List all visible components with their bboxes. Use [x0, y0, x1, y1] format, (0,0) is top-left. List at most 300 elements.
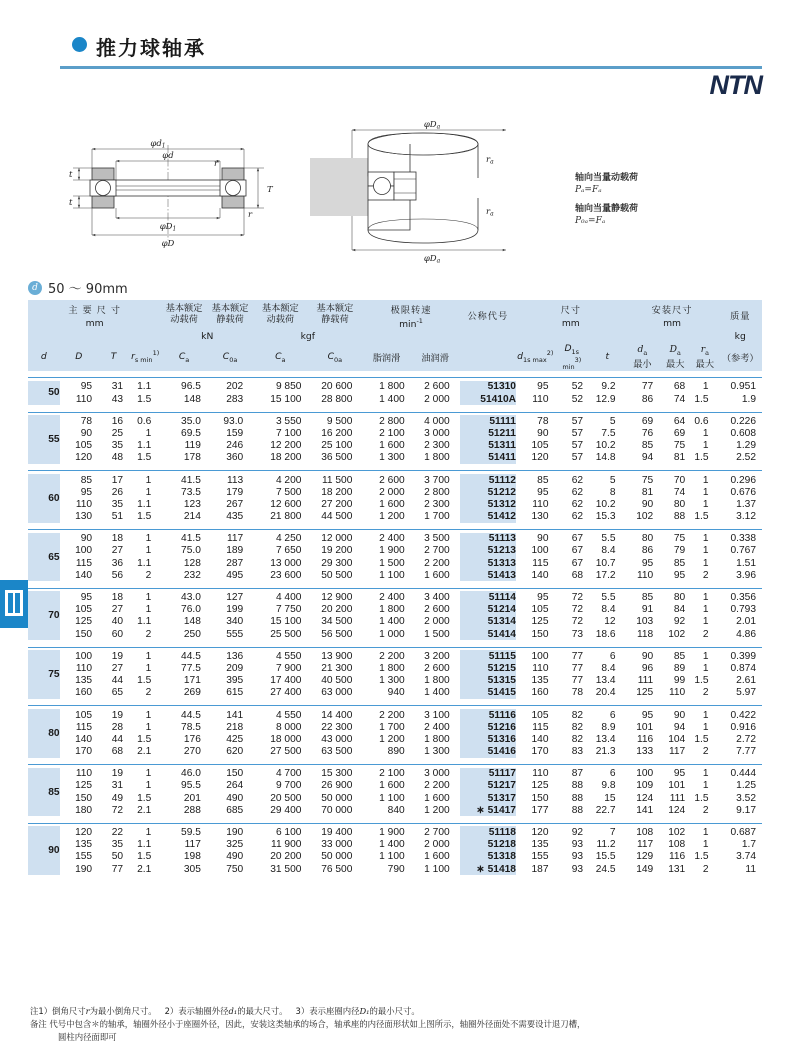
cell-T: 27 — [111, 545, 124, 557]
cell-t: 11.2 — [596, 839, 616, 851]
table-row[interactable] — [28, 616, 762, 628]
cell-Da: 85 — [673, 557, 686, 569]
bearing-code-cell[interactable]: 51313 — [460, 557, 516, 569]
cell-C0a_kgf: 18 200 — [321, 486, 353, 498]
cell-oil: 1 700 — [424, 511, 450, 523]
cell-t: 5 — [609, 415, 616, 427]
bullet-icon — [72, 37, 87, 52]
table-row[interactable] — [28, 675, 762, 687]
cell-d1s: 90 — [537, 533, 549, 545]
table-row[interactable] — [28, 510, 762, 522]
cell-C0a_kgf: 76 500 — [321, 863, 353, 875]
cell-T: 48 — [111, 452, 124, 464]
table-row[interactable] — [28, 569, 762, 581]
table-row[interactable] — [28, 393, 762, 405]
cell-C0a_kgf: 44 500 — [321, 511, 353, 523]
group-separator — [28, 523, 762, 530]
table-row[interactable] — [28, 863, 762, 875]
cell-mass: 3.12 — [736, 511, 756, 523]
bearing-code-cell[interactable]: ∗ 51418 — [460, 863, 516, 875]
bearing-code-cell[interactable]: 51318 — [460, 851, 516, 863]
table-row[interactable] — [28, 557, 762, 569]
table-row[interactable] — [28, 591, 762, 603]
cell-d1s: 110 — [532, 498, 549, 510]
cell-D1s: 88 — [571, 780, 584, 792]
table-row[interactable] — [28, 545, 762, 557]
cell-r: 1 — [145, 545, 152, 557]
cell-D1s: 83 — [571, 746, 584, 758]
cell-d1s: 120 — [531, 827, 549, 838]
cell-C0a: 150 — [226, 768, 244, 780]
cell-C0a_kgf: 19 200 — [321, 545, 353, 557]
th-basic-dyn-kn: 基本额定 动载荷 — [165, 303, 203, 326]
group-separator — [28, 816, 762, 823]
bearing-code-cell[interactable]: 51312 — [460, 498, 516, 510]
dynamic-load-label: 轴向当量动载荷 — [575, 173, 639, 183]
cell-grease: 1 800 — [379, 381, 405, 393]
cell-D: 155 — [75, 851, 93, 863]
svg-text:φd1: φd1 — [150, 139, 166, 150]
svg-text:φDa: φDa — [423, 120, 441, 131]
svg-text:r: r — [214, 159, 219, 169]
th-unit-mm-mount: mm — [663, 318, 681, 330]
bearing-code-cell[interactable]: ∗ 51417 — [460, 804, 516, 816]
cell-Ca: 270 — [183, 746, 201, 758]
cell-grease: 1 300 — [379, 675, 405, 687]
cell-d1s: 150 — [531, 792, 549, 804]
cell-C0a_kgf: 43 000 — [321, 733, 353, 745]
cell-D: 140 — [75, 569, 93, 581]
cell-oil: 3 500 — [424, 533, 450, 545]
cell-r: 1 — [145, 427, 152, 439]
cell-D: 190 — [75, 863, 93, 875]
cell-Ca: 59.5 — [181, 827, 201, 838]
section-side-tab — [0, 580, 28, 628]
cell-grease: 1 400 — [379, 616, 405, 628]
cell-Ca: 44.5 — [181, 709, 201, 721]
cell-r: 1.5 — [137, 733, 152, 745]
table-row[interactable] — [28, 768, 762, 780]
cell-Ca_kgf: 25 500 — [270, 628, 302, 640]
th-col-T: T — [110, 351, 117, 363]
group-separator-cell — [28, 758, 762, 765]
cell-Ca: 148 — [183, 616, 201, 628]
table-row[interactable] — [28, 792, 762, 804]
bearing-code-cell[interactable]: 51310 — [460, 381, 516, 393]
cell-C0a_kgf: 9 500 — [326, 415, 353, 427]
cell-C0a: 267 — [226, 498, 244, 510]
table-row[interactable] — [28, 839, 762, 851]
bearing-code-cell[interactable]: 51216 — [460, 721, 516, 733]
bearing-code-cell[interactable]: 51311 — [460, 440, 516, 452]
cell-D: 105 — [75, 709, 93, 721]
cell-T: 40 — [111, 616, 124, 628]
bearing-code-cell[interactable]: 51412 — [460, 510, 516, 522]
cell-Da: 75 — [673, 440, 686, 452]
svg-text:φD: φD — [161, 239, 175, 249]
cell-r: 1.5 — [137, 792, 152, 804]
cell-ra: 1 — [702, 650, 709, 662]
cell-C0a_kgf: 56 500 — [321, 628, 353, 640]
cell-ra: 1 — [702, 721, 709, 733]
bore-diameter-cell: 60 — [28, 474, 60, 523]
ntn-logo: NTN — [709, 70, 762, 100]
bearing-code-cell[interactable]: 51114 — [460, 591, 516, 603]
cell-D1s: 62 — [571, 486, 584, 498]
cell-grease: 1 000 — [379, 628, 405, 640]
table-row[interactable] — [28, 486, 762, 498]
cell-Da: 74 — [673, 393, 686, 405]
cell-Da: 102 — [668, 628, 686, 640]
cell-oil: 2 700 — [424, 827, 450, 838]
cell-grease: 1 500 — [379, 557, 405, 569]
cell-t: 13.4 — [595, 733, 616, 745]
cell-Ca: 77.5 — [181, 662, 201, 674]
cell-mass: 2.01 — [736, 616, 756, 628]
cell-C0a: 495 — [226, 569, 244, 581]
cell-d1s: 140 — [531, 569, 549, 581]
cell-r: 1 — [145, 474, 152, 486]
cell-r: 1.1 — [137, 557, 152, 569]
cell-t: 18.6 — [595, 628, 616, 640]
cell-mass: 0.356 — [730, 592, 756, 603]
cell-D1s: 73 — [571, 628, 584, 640]
cell-Ca: 198 — [183, 851, 201, 863]
table-row[interactable] — [28, 745, 762, 757]
cell-Ca: 44.5 — [181, 650, 201, 662]
cell-t: 7.5 — [601, 427, 616, 439]
table-row[interactable] — [28, 452, 762, 464]
fn1-sym-r: r — [85, 1006, 90, 1016]
cell-D: 135 — [75, 675, 93, 687]
cell-mass: 4.86 — [736, 628, 756, 640]
table-row[interactable] — [28, 709, 762, 721]
fn1-sym-d1: d₁ — [228, 1006, 238, 1016]
bearing-tab-icon — [5, 590, 23, 616]
table-row[interactable] — [28, 474, 762, 486]
cell-Ca_kgf: 4 200 — [275, 474, 302, 486]
cell-C0a_kgf: 33 000 — [321, 839, 353, 851]
cell-Ca: 201 — [183, 792, 201, 804]
cell-T: 35 — [111, 440, 124, 452]
cell-T: 35 — [111, 839, 124, 851]
cell-Ca_kgf: 20 500 — [270, 792, 302, 804]
cell-oil: 3 700 — [424, 474, 450, 486]
bearing-code-cell[interactable]: 51416 — [460, 745, 516, 757]
cell-C0a: 620 — [226, 746, 244, 758]
bearing-code-cell[interactable]: 51217 — [460, 780, 516, 792]
cell-da: 77 — [641, 381, 654, 393]
cell-T: 36 — [111, 557, 124, 569]
cell-t: 13.4 — [595, 675, 616, 687]
cell-oil: 4 000 — [424, 415, 450, 427]
th-col-t: t — [605, 351, 610, 363]
cell-t: 5.5 — [601, 592, 616, 603]
cell-C0a: 264 — [226, 780, 244, 792]
cell-ra: 1 — [702, 486, 709, 498]
bearing-code-cell[interactable]: 51215 — [460, 662, 516, 674]
cell-da: 100 — [636, 768, 654, 780]
cell-Da: 84 — [673, 604, 686, 616]
group-separator — [28, 699, 762, 706]
table-row[interactable] — [28, 498, 762, 510]
cell-mass: 0.767 — [730, 545, 756, 557]
cell-r: 2.1 — [137, 804, 152, 816]
cell-mass: 0.951 — [730, 381, 756, 393]
table-row[interactable] — [28, 804, 762, 816]
cell-mass: 1.51 — [736, 557, 756, 569]
cell-D1s: 82 — [571, 721, 584, 733]
cell-C0a: 209 — [226, 662, 244, 674]
cell-Da: 131 — [668, 863, 686, 875]
cell-D1s: 78 — [571, 687, 584, 699]
th-col-da: $d_a$ 最小 — [633, 343, 652, 371]
bearing-code-cell[interactable]: 51211 — [460, 427, 516, 439]
table-row[interactable] — [28, 687, 762, 699]
bearing-code-cell[interactable]: 51212 — [460, 486, 516, 498]
cell-grease: 1 300 — [379, 452, 405, 464]
bearing-code-cell[interactable]: 51414 — [460, 628, 516, 640]
cell-r: 1 — [145, 592, 152, 603]
cell-d1s: 170 — [531, 746, 549, 758]
cell-Ca_kgf: 7 750 — [275, 604, 302, 616]
cell-C0a_kgf: 19 400 — [321, 827, 353, 838]
cell-D1s: 57 — [571, 440, 584, 452]
cell-d1s: 110 — [532, 768, 549, 780]
cell-d1s: 130 — [531, 511, 549, 523]
cell-D1s: 62 — [571, 498, 584, 510]
th-col-D1smin: $D_{1s min}^{3)}$ — [562, 343, 582, 371]
cell-Da: 101 — [668, 780, 686, 792]
cell-t: 6 — [609, 709, 616, 721]
cell-da: 94 — [641, 452, 654, 464]
cell-da: 81 — [641, 486, 654, 498]
cell-ra: 2 — [702, 863, 709, 875]
fn1-a: 注1）倒角尺寸 — [30, 1006, 86, 1016]
cell-Ca: 250 — [183, 628, 201, 640]
cell-C0a_kgf: 25 100 — [321, 440, 353, 452]
cell-Ca_kgf: 23 600 — [270, 569, 302, 581]
bearing-code-cell[interactable]: 51116 — [460, 709, 516, 721]
bearing-code-cell[interactable]: 51112 — [460, 474, 516, 486]
cell-r: 0.6 — [137, 415, 152, 427]
table-row[interactable] — [28, 733, 762, 745]
cell-T: 56 — [111, 569, 124, 581]
cell-D: 95 — [80, 486, 93, 498]
cell-grease: 1 600 — [379, 440, 405, 452]
bearing-code-cell[interactable]: 51213 — [460, 545, 516, 557]
cell-Ca_kgf: 21 800 — [270, 511, 302, 523]
cell-oil: 3 100 — [424, 709, 450, 721]
cell-r: 1 — [145, 780, 152, 792]
cell-ra: 2 — [702, 628, 709, 640]
cell-D: 100 — [75, 545, 93, 557]
group-separator-cell — [28, 371, 762, 378]
cell-d1s: 85 — [537, 474, 549, 486]
cell-Ca_kgf: 17 400 — [270, 675, 302, 687]
cell-D: 78 — [80, 415, 93, 427]
cell-C0a: 159 — [226, 427, 244, 439]
cell-r: 1.5 — [137, 511, 152, 523]
cell-Da: 68 — [673, 381, 686, 393]
cell-D: 85 — [80, 474, 93, 486]
cell-D: 160 — [75, 687, 93, 699]
cell-r: 1.5 — [137, 393, 152, 405]
cell-D1s: 68 — [571, 569, 584, 581]
th-limiting-speed: 极限转速 — [390, 304, 432, 316]
table-row[interactable] — [28, 440, 762, 452]
cell-C0a: 435 — [226, 511, 244, 523]
cell-r: 1 — [145, 709, 152, 721]
th-col-C0a-kgf: $C_{0a}$ — [327, 350, 343, 364]
cell-da: 125 — [636, 687, 654, 699]
cell-Ca: 46.0 — [181, 768, 201, 780]
cell-t: 20.4 — [595, 687, 616, 699]
cell-mass: 0.422 — [730, 709, 756, 721]
cell-grease: 840 — [387, 804, 405, 816]
cell-d1s: 135 — [531, 675, 549, 687]
cell-da: 76 — [641, 427, 654, 439]
bearing-code-cell[interactable]: 51111 — [460, 415, 516, 427]
cell-Ca: 269 — [183, 687, 201, 699]
cell-D1s: 93 — [571, 851, 584, 863]
cell-T: 28 — [111, 721, 124, 733]
group-separator-cell — [28, 581, 762, 588]
svg-text:T: T — [267, 185, 273, 195]
bearing-code-cell[interactable]: 51117 — [460, 768, 516, 780]
cell-T: 26 — [111, 486, 124, 498]
table-row[interactable] — [28, 780, 762, 792]
svg-text:φD1: φD1 — [159, 222, 177, 233]
cell-C0a: 340 — [226, 616, 244, 628]
cell-Ca_kgf: 15 100 — [270, 393, 302, 405]
table-row[interactable] — [28, 650, 762, 662]
cell-T: 43 — [111, 393, 124, 405]
bearing-code-cell[interactable]: 51411 — [460, 452, 516, 464]
cell-D: 90 — [80, 533, 93, 545]
cell-d1s: 125 — [531, 616, 549, 628]
bearing-code-cell[interactable]: 51410A — [460, 393, 516, 405]
cell-d1s: 125 — [531, 780, 549, 792]
table-row[interactable] — [28, 628, 762, 640]
table-row[interactable] — [28, 721, 762, 733]
cell-ra: 1.5 — [694, 733, 709, 745]
cell-mass: 0.916 — [730, 721, 756, 733]
table-row[interactable] — [28, 604, 762, 616]
cell-r: 1 — [145, 721, 152, 733]
cell-grease: 1 900 — [379, 545, 405, 557]
cell-grease: 1 600 — [379, 780, 405, 792]
fn1-b: 为最小倒角尺寸。 — [89, 1006, 157, 1016]
bearing-code-cell[interactable]: 51118 — [460, 826, 516, 838]
cell-grease: 1 400 — [379, 393, 405, 405]
table-row[interactable] — [28, 533, 762, 545]
cell-T: 44 — [111, 675, 124, 687]
cell-oil: 2 200 — [424, 780, 450, 792]
cell-grease: 1 400 — [379, 839, 405, 851]
bearing-code-cell[interactable]: 51214 — [460, 604, 516, 616]
cell-D1s: 87 — [571, 768, 584, 780]
bearing-code-cell[interactable]: 51115 — [460, 650, 516, 662]
bore-diameter-cell: 65 — [28, 533, 60, 582]
cell-C0a: 141 — [226, 709, 244, 721]
load-formula-notes — [575, 172, 638, 228]
bearing-code-cell[interactable]: 51316 — [460, 733, 516, 745]
table-row[interactable] — [28, 826, 762, 838]
bearing-code-cell[interactable]: 51413 — [460, 569, 516, 581]
cell-ra: 1 — [702, 474, 709, 486]
cell-t: 24.5 — [595, 863, 616, 875]
cell-da: 109 — [636, 780, 654, 792]
cell-ra: 1 — [702, 440, 709, 452]
cell-oil: 1 800 — [424, 452, 450, 464]
bearing-code-cell[interactable]: 51315 — [460, 675, 516, 687]
cell-oil: 1 400 — [424, 687, 450, 699]
cell-D1s: 52 — [571, 381, 584, 393]
cell-Ca: 35.0 — [181, 415, 201, 427]
header-row-units-top — [28, 317, 762, 330]
cell-T: 31 — [111, 381, 124, 393]
group-separator — [28, 581, 762, 588]
cell-oil: 2 000 — [424, 616, 450, 628]
fn1-f: 的最小尺寸。 — [369, 1006, 420, 1016]
cell-T: 19 — [111, 650, 124, 662]
table-row[interactable] — [28, 381, 762, 393]
cell-ra: 1 — [702, 780, 709, 792]
cell-D: 115 — [75, 557, 93, 569]
cell-C0a_kgf: 21 300 — [321, 662, 353, 674]
cell-d1s: 78 — [537, 415, 549, 427]
cell-C0a: 117 — [226, 533, 244, 545]
table-row[interactable] — [28, 851, 762, 863]
cell-ra: 1.5 — [694, 792, 709, 804]
table-row[interactable] — [28, 427, 762, 439]
cell-oil: 2 600 — [424, 604, 450, 616]
th-basic-dyn-kgf: 基本额定 动载荷 — [261, 303, 299, 326]
bearing-code-cell[interactable]: 51314 — [460, 616, 516, 628]
bearing-code-cell[interactable]: 51218 — [460, 839, 516, 851]
cell-D: 120 — [75, 827, 93, 838]
bearing-code-cell[interactable]: 51415 — [460, 687, 516, 699]
cell-D1s: 77 — [571, 675, 584, 687]
cell-grease: 2 100 — [379, 768, 405, 780]
cell-D1s: 93 — [571, 839, 584, 851]
cell-Ca_kgf: 4 400 — [275, 592, 302, 603]
cell-da: 129 — [636, 851, 654, 863]
cell-D: 150 — [75, 628, 93, 640]
cell-da: 103 — [636, 616, 654, 628]
fn1-e: 3）表示座圈内径 — [295, 1006, 360, 1016]
cell-mass: 1.7 — [741, 839, 756, 851]
cell-t: 8.9 — [601, 721, 616, 733]
page-title: 推力球轴承 — [96, 36, 206, 60]
cell-da: 116 — [636, 733, 654, 745]
table-row[interactable] — [28, 415, 762, 427]
cell-grease: 2 400 — [379, 533, 405, 545]
bearing-code-cell[interactable]: 51113 — [460, 533, 516, 545]
cell-oil: 1 800 — [424, 733, 450, 745]
cell-T: 65 — [111, 687, 124, 699]
cell-mass: 0.338 — [730, 533, 756, 545]
bearing-code-cell[interactable]: 51317 — [460, 792, 516, 804]
cell-mass: 2.52 — [736, 452, 756, 464]
table-row[interactable] — [28, 662, 762, 674]
cell-Ca_kgf: 4 550 — [275, 650, 302, 662]
cell-Ca: 214 — [183, 511, 201, 523]
cell-C0a: 218 — [226, 721, 244, 733]
cell-D1s: 67 — [571, 545, 584, 557]
th-col-oil: 油润滑 — [421, 352, 449, 364]
